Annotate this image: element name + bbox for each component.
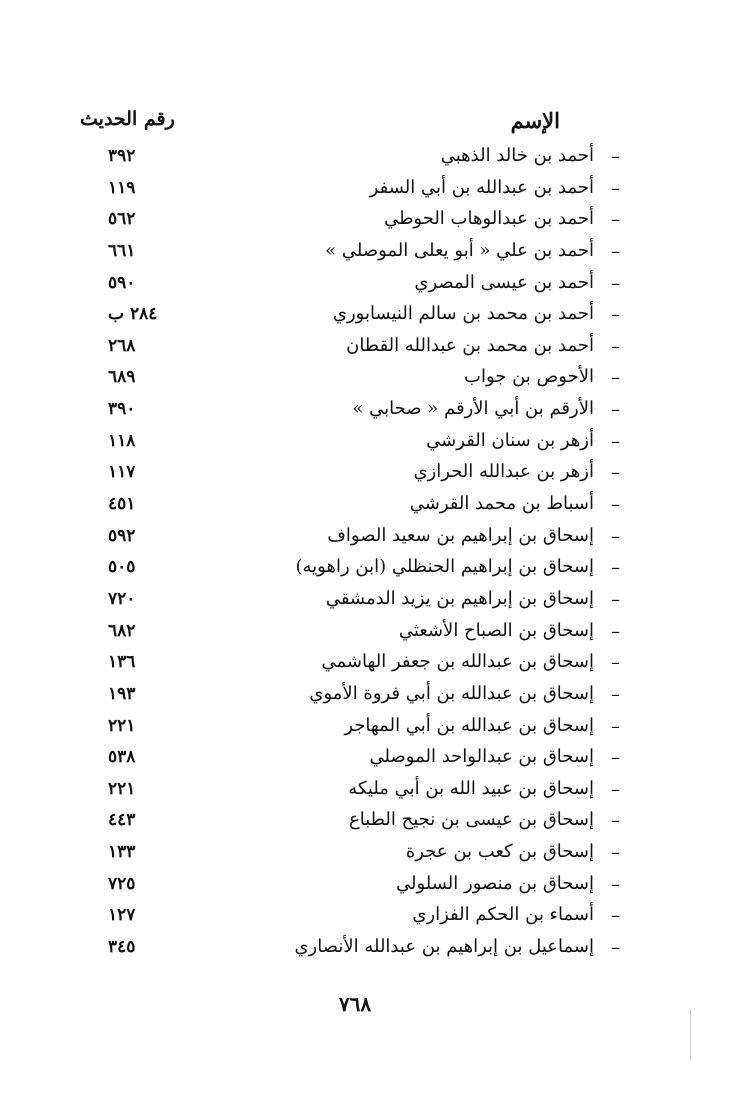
narrator-name: أحمد بن محمد بن سالم النيسابوري	[332, 303, 594, 325]
hadith-number: ١١٨	[108, 430, 136, 451]
index-row	[70, 395, 630, 427]
entry-dash: –	[611, 430, 620, 452]
index-row	[70, 901, 630, 933]
index-row	[70, 553, 630, 585]
index-row	[70, 522, 630, 554]
number-column-heading: رقم الحديث	[80, 108, 175, 130]
narrator-name: الأحوص بن جواب	[464, 366, 594, 388]
hadith-number: ٦٦١	[108, 240, 136, 261]
narrator-name: إسحاق بن منصور السلولي	[396, 872, 594, 894]
index-row	[70, 743, 630, 775]
narrator-name: إسحاق بن إبراهيم الحنظلي (ابن راهويه)	[295, 556, 594, 578]
narrator-name: أحمد بن خالد الذهبي	[440, 145, 594, 166]
index-row	[70, 712, 630, 744]
hadith-number: ٧٢٥	[108, 873, 136, 894]
margin-line	[690, 1010, 691, 1060]
index-row	[70, 585, 630, 617]
index-row	[70, 269, 630, 301]
hadith-number: ١٩٣	[108, 683, 136, 704]
index-row	[70, 174, 630, 206]
narrator-name: إسحاق بن إبراهيم بن يزيد الدمشقي	[325, 587, 594, 609]
index-row	[70, 427, 630, 459]
entry-dash: –	[611, 715, 620, 737]
entry-dash: –	[611, 240, 620, 262]
entry-dash: –	[611, 367, 620, 389]
entry-dash: –	[611, 304, 620, 326]
entry-dash: –	[611, 810, 620, 832]
page-number: ٧٦٨	[338, 992, 372, 1016]
entry-dash: –	[611, 462, 620, 484]
entry-dash: –	[611, 525, 620, 547]
hadith-number: ٥٩٢	[108, 525, 136, 546]
hadith-number: ٤٥١	[108, 494, 136, 515]
hadith-number: ١١٧	[108, 462, 136, 483]
entry-dash: –	[611, 842, 620, 864]
index-row	[70, 490, 630, 522]
narrator-name: إسحاق بن كعب بن عجرة	[405, 841, 594, 863]
entry-dash: –	[611, 905, 620, 927]
hadith-number: ٢٢١	[108, 715, 136, 736]
hadith-number: ٥٠٥	[108, 557, 136, 578]
hadith-number: ٣٩٠	[108, 399, 136, 420]
index-row	[70, 332, 630, 364]
hadith-number: ٧٢٠	[108, 588, 136, 609]
narrator-name: أسباط بن محمد القرشي	[409, 493, 594, 515]
table-header	[70, 108, 560, 140]
entry-dash: –	[611, 937, 620, 959]
hadith-number: ٥٣٨	[108, 747, 136, 768]
index-row	[70, 933, 630, 965]
narrator-name: إسحاق بن عبدالواحد الموصلي	[369, 746, 594, 768]
narrator-name: إسحاق بن عبدالله بن جعفر الهاشمي	[321, 651, 594, 673]
name-column-heading: الإسم	[510, 108, 560, 133]
hadith-number: ٥٩٠	[108, 272, 136, 293]
hadith-number: ١٢٧	[108, 905, 136, 926]
narrator-name: إسحاق بن عبدالله بن أبي فروة الأموي	[309, 682, 594, 704]
narrator-name: أحمد بن علي « أبو يعلى الموصلي »	[325, 239, 594, 261]
index-row	[70, 806, 630, 838]
narrator-name: أحمد بن عيسى المصري	[414, 271, 594, 293]
narrator-name: أحمد بن محمد بن عبدالله القطان	[346, 334, 594, 356]
entry-dash: –	[611, 747, 620, 769]
index-row	[70, 237, 630, 269]
index-row	[70, 870, 630, 902]
narrator-name: أزهر بن عبدالله الحرازي	[413, 461, 594, 483]
index-row	[70, 617, 630, 649]
hadith-number: ٢٢١	[108, 778, 136, 799]
index-row	[70, 680, 630, 712]
narrator-name: الأرقم بن أبي الأرقم « صحابي »	[352, 398, 594, 420]
hadith-number: ٣٤٥	[108, 937, 136, 958]
entry-dash: –	[611, 494, 620, 516]
narrator-name: أحمد بن عبدالله بن أبي السفر	[369, 176, 594, 198]
hadith-number: ١٣٦	[108, 652, 136, 673]
entry-dash: –	[611, 335, 620, 357]
narrator-name: أزهر بن سنان القرشي	[426, 429, 594, 451]
entry-dash: –	[611, 209, 620, 231]
hadith-number: ٣٩٢	[108, 146, 136, 166]
index-row	[70, 363, 630, 395]
index-row	[70, 300, 630, 332]
entry-dash: –	[611, 399, 620, 421]
entry-dash: –	[611, 272, 620, 294]
hadith-number: ١١٩	[108, 177, 136, 198]
entry-dash: –	[611, 177, 620, 199]
entry-dash: –	[611, 683, 620, 705]
hadith-number: ٥٦٢	[108, 209, 136, 230]
hadith-number: ٢٨٤ ب	[108, 304, 158, 325]
hadith-number: ٤٤٣	[108, 810, 136, 831]
index-row	[70, 775, 630, 807]
narrator-name: إسحاق بن عيسى بن نجيح الطباع	[348, 809, 594, 831]
index-row	[70, 458, 630, 490]
entry-dash: –	[611, 557, 620, 579]
entry-dash: –	[611, 873, 620, 895]
index-row	[70, 142, 630, 174]
index-row	[70, 648, 630, 680]
hadith-number: ٦٨٩	[108, 367, 136, 388]
entry-dash: –	[611, 778, 620, 800]
narrator-name: أسماء بن الحكم الفزاري	[412, 904, 594, 926]
entry-dash: –	[611, 652, 620, 674]
entry-dash: –	[611, 588, 620, 610]
index-row	[70, 205, 630, 237]
index-row	[70, 838, 630, 870]
narrator-name: إسماعيل بن إبراهيم بن عبدالله الأنصاري	[294, 936, 594, 958]
narrator-name: إسحاق بن عبيد الله بن أبي مليكه	[348, 777, 594, 799]
entry-dash: –	[611, 620, 620, 642]
hadith-number: ١٣٣	[108, 842, 136, 863]
narrator-name: إسحاق بن عبدالله بن أبي المهاجر	[344, 714, 594, 736]
narrator-name: إسحاق بن إبراهيم بن سعيد الصواف	[327, 524, 594, 546]
entry-dash: –	[611, 146, 620, 167]
narrator-name: إسحاق بن الصباح الأشعثي	[398, 619, 594, 641]
hadith-number: ٦٨٢	[108, 620, 136, 641]
hadith-number: ٢٦٨	[108, 335, 136, 356]
index-entries	[70, 142, 630, 965]
narrator-name: أحمد بن عبدالوهاب الحوطي	[384, 208, 594, 230]
